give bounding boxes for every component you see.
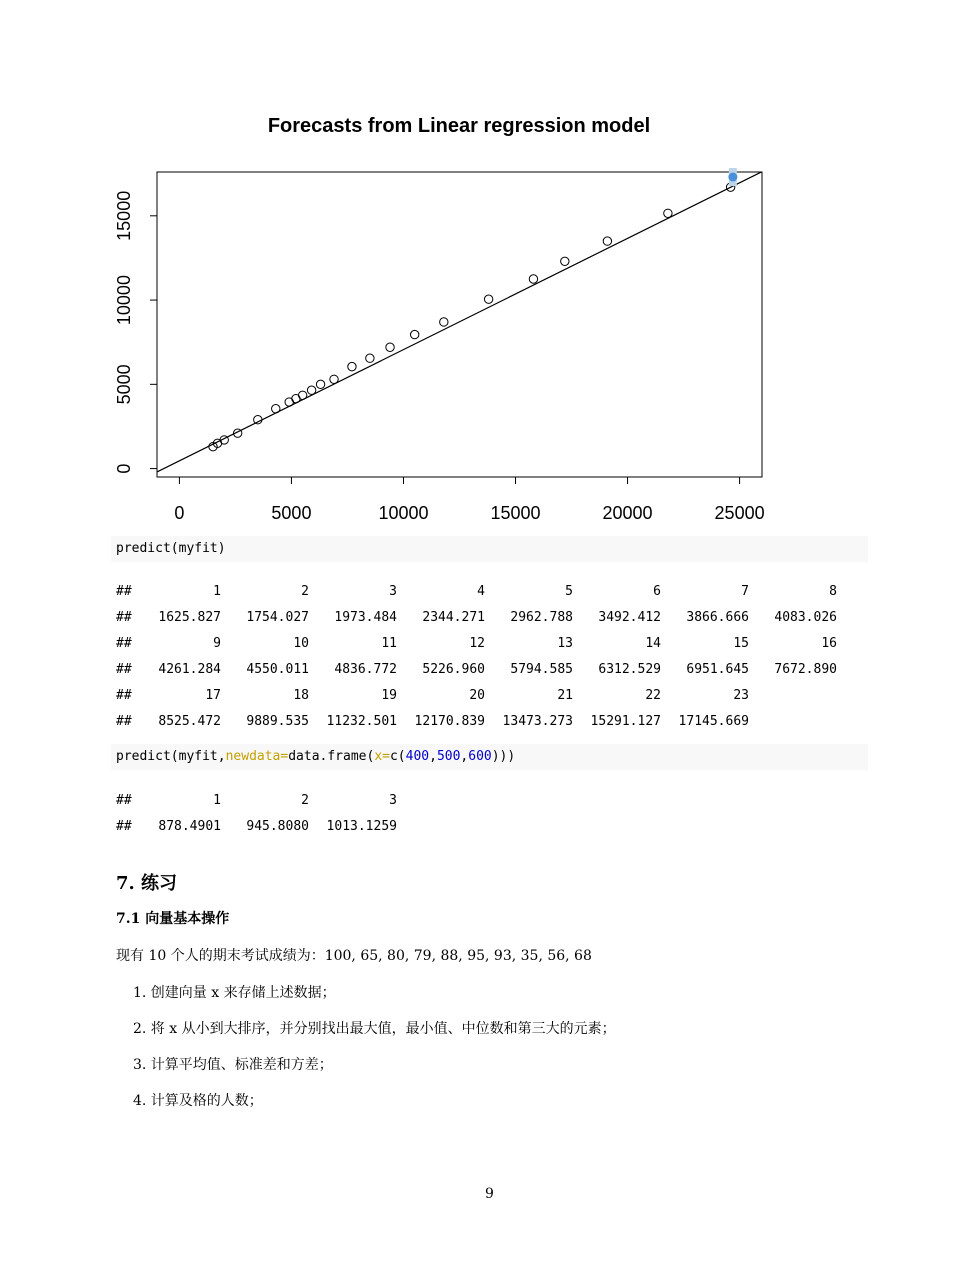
output-index: 16 [821, 636, 837, 651]
data-point [316, 380, 324, 388]
output-value: 945.8080 [246, 819, 309, 834]
output-value: 2962.788 [510, 610, 573, 625]
chart-title: Forecasts from Linear regression model [267, 115, 651, 137]
output-index: 6 [653, 584, 661, 599]
code-c: c( [389, 749, 406, 764]
output-value: 5226.960 [422, 662, 485, 677]
fit-line [157, 172, 762, 472]
task-item: 3. 计算平均值、标准差和方差； [133, 1057, 333, 1073]
output-index: 1 [213, 793, 221, 808]
output-value: 13473.273 [502, 714, 573, 729]
output-index: 23 [733, 688, 749, 703]
data-point [561, 257, 569, 265]
output-index: 2 [301, 584, 309, 599]
section-title: 7. 练习 [116, 873, 178, 894]
output-index: 1 [213, 584, 221, 599]
forecast-point [728, 168, 737, 186]
output-value: 878.4901 [158, 819, 221, 834]
output-index: 14 [645, 636, 661, 651]
output-index: 3 [389, 793, 397, 808]
output-index: 4 [477, 584, 485, 599]
output-value: 7672.890 [774, 662, 837, 677]
output-index: 8 [829, 584, 837, 599]
output-index: 21 [557, 688, 573, 703]
output-index: 10 [293, 636, 309, 651]
data-point [254, 416, 262, 424]
data-point [440, 318, 448, 326]
code-fn: predict [116, 749, 171, 764]
output-prefix: ## [116, 662, 132, 677]
y-tick-label: 5000 [114, 364, 134, 405]
output-value: 2344.271 [422, 610, 485, 625]
output-value: 12170.839 [414, 714, 485, 729]
output-value: 1754.027 [246, 610, 309, 625]
y-tick-label: 10000 [114, 275, 134, 326]
output-value: 4083.026 [774, 610, 837, 625]
output-value: 1625.827 [158, 610, 221, 625]
x-tick-label: 0 [174, 503, 185, 523]
code-block-predict-newdata: predict(myfit,newdata=data.frame(x=c(400,500,600))) [111, 744, 868, 770]
output-prefix: ## [116, 819, 132, 834]
x-tick-label: 15000 [490, 503, 541, 523]
code-num: 500 [436, 749, 461, 764]
output-prefix: ## [116, 714, 132, 729]
output-index: 19 [381, 688, 397, 703]
output-value: 4836.772 [334, 662, 397, 677]
code-keyword-newdata: newdata= [225, 749, 289, 764]
output-prefix: ## [116, 636, 132, 651]
x-axis [174, 477, 764, 523]
output-value: 4261.284 [158, 662, 221, 677]
output-index: 20 [469, 688, 485, 703]
output-value: 6312.529 [598, 662, 661, 677]
output-prefix: ## [116, 584, 132, 599]
output-index: 18 [293, 688, 309, 703]
output-value: 8525.472 [158, 714, 221, 729]
code-num: 400 [405, 749, 430, 764]
code-args: (myfit) [170, 541, 226, 556]
data-point [307, 386, 315, 394]
output-index: 12 [469, 636, 485, 651]
data-point [484, 295, 492, 303]
output-prefix: ## [116, 610, 132, 625]
output-prefix: ## [116, 793, 132, 808]
y-tick-label: 15000 [114, 190, 134, 241]
data-point [298, 391, 306, 399]
code-block-predict [111, 536, 868, 562]
output-index: 13 [557, 636, 573, 651]
output-index: 7 [741, 584, 749, 599]
output-index: 9 [213, 636, 221, 651]
page-number: 9 [485, 1186, 494, 1202]
output-value: 5794.585 [510, 662, 573, 677]
output-index: 3 [389, 584, 397, 599]
data-point [410, 330, 418, 338]
output-value: 3866.666 [686, 610, 749, 625]
data-point [348, 362, 356, 370]
output-value: 15291.127 [590, 714, 661, 729]
output-value: 4550.011 [246, 662, 309, 677]
plot-frame [157, 172, 762, 477]
data-point [386, 343, 394, 351]
output-value: 6951.645 [686, 662, 749, 677]
task-item: 1. 创建向量 x 来存储上述数据； [133, 985, 336, 1001]
code-fn: predict [116, 541, 171, 556]
output-index: 5 [565, 584, 573, 599]
output-index: 17 [205, 688, 221, 703]
output-index: 15 [733, 636, 749, 651]
task-item: 2. 将 x 从小到大排序，并分别找出最大值，最小值、中位数和第三大的元素； [133, 1021, 616, 1037]
x-tick-label: 5000 [271, 503, 312, 523]
output-index: 2 [301, 793, 309, 808]
x-tick-label: 10000 [378, 503, 429, 523]
output-value: 11232.501 [326, 714, 397, 729]
output-value: 17145.669 [678, 714, 749, 729]
output-value: 1013.1259 [326, 819, 397, 834]
data-point [603, 237, 611, 245]
forecast-chart [100, 100, 800, 540]
subsection-title: 7.1 向量基本操作 [116, 911, 230, 927]
output-value: 9889.535 [246, 714, 309, 729]
data-points [209, 183, 735, 451]
data-point [272, 405, 280, 413]
output-prefix: ## [116, 688, 132, 703]
code-call: data.frame( [288, 749, 375, 764]
code-keyword-x: x= [374, 749, 390, 764]
x-tick-label: 25000 [714, 503, 765, 523]
regression-line [157, 172, 762, 472]
output-value: 3492.412 [598, 610, 661, 625]
code-close: ))) [491, 749, 516, 764]
x-tick-label: 20000 [602, 503, 653, 523]
task-item: 4. 计算及格的人数； [133, 1093, 263, 1109]
output-value: 1973.484 [334, 610, 397, 625]
y-tick-label: 0 [114, 463, 134, 474]
data-point [664, 209, 672, 217]
data-point [529, 275, 537, 283]
forecast-mark [728, 173, 737, 182]
output-index: 11 [381, 636, 397, 651]
data-point [366, 354, 374, 362]
data-point [330, 375, 338, 383]
y-axis [114, 191, 157, 474]
code-num: 600 [468, 749, 492, 764]
output-index: 22 [645, 688, 661, 703]
code-open: (myfit, [170, 749, 226, 764]
paragraph: 现有 10 个人的期末考试成绩为：100, 65, 80, 79, 88, 95, 93, 35, 56, 68 [116, 948, 592, 964]
